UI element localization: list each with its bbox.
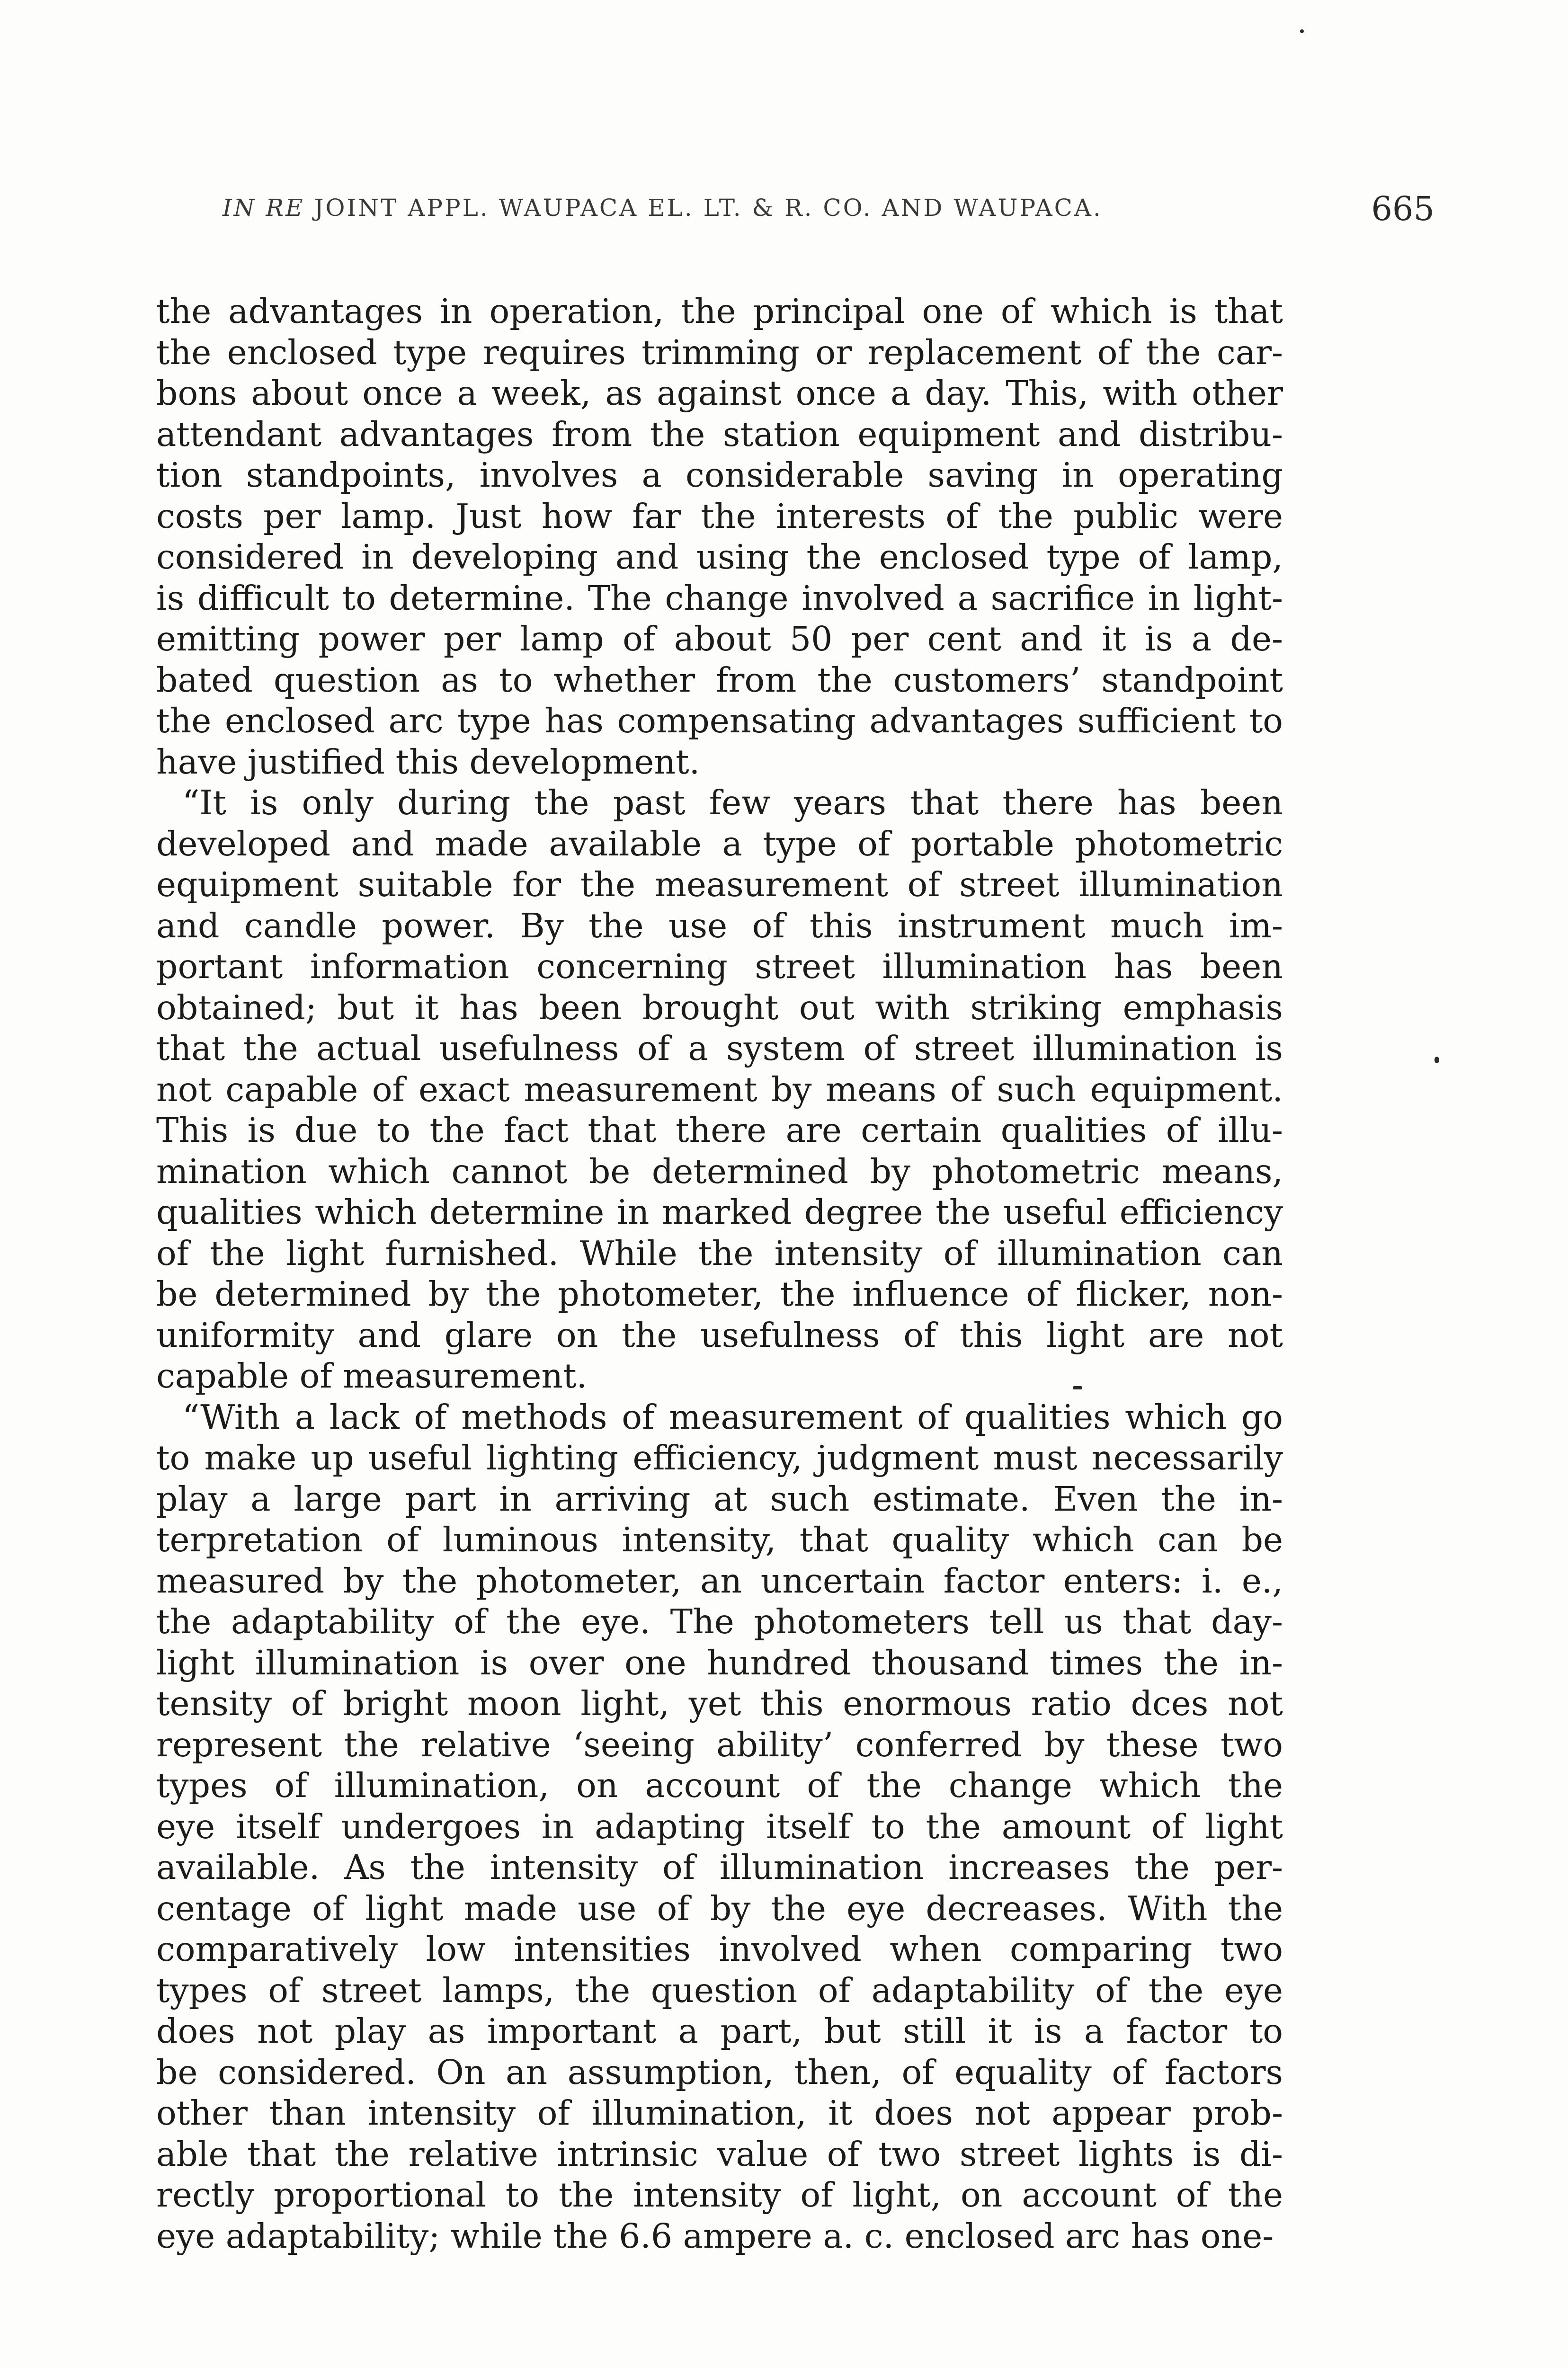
- text-line: the advantages in operation, the principal one of which is that: [156, 292, 1283, 331]
- text-line: considered in developing and using the enclosed type of lamp,: [156, 537, 1283, 577]
- text-line: comparatively low intensities involved when comparing two: [156, 1930, 1283, 1969]
- paragraph: [156, 291, 1283, 783]
- text-line: terpretation of luminous intensity, that quality which can be: [156, 1520, 1283, 1559]
- text-line: able that the relative intrinsic value of two street lights is di-: [156, 2134, 1283, 2174]
- paragraph: [156, 1397, 1283, 2257]
- text-line: mination which cannot be determined by photometric means,: [156, 1151, 1283, 1191]
- text-line: have justified this development.: [156, 742, 700, 782]
- text-line: not capable of exact measurement by means of such equipment.: [156, 1069, 1283, 1109]
- text-line: available. As the intensity of illumination increases the per-: [156, 1848, 1283, 1887]
- page-number: 665: [1371, 189, 1434, 228]
- text-line: centage of light made use of by the eye decreases. With the: [156, 1888, 1283, 1928]
- text-line: tensity of bright moon light, yet this enormous ratio dces not: [156, 1684, 1283, 1723]
- text-line: of the light furnished. While the intensity of illumination can: [156, 1233, 1283, 1273]
- stray-mark: [1434, 1057, 1439, 1063]
- running-head: [223, 189, 1434, 246]
- text-line: light illumination is over one hundred thousand times the in-: [156, 1643, 1283, 1682]
- text-line: and candle power. By the use of this instrument much im-: [156, 906, 1283, 945]
- text-line: “It is only during the past few years that there has been: [182, 783, 1283, 822]
- text-line: types of street lamps, the question of adaptability of the eye: [156, 1970, 1283, 2010]
- text-line: “With a lack of methods of measurement of qualities which go: [182, 1397, 1283, 1437]
- text-line: play a large part in arriving at such estimate. Even the in-: [156, 1479, 1283, 1519]
- text-line: to make up useful lighting efficiency, judgment must necessarily: [156, 1438, 1283, 1477]
- text-line: uniformity and glare on the usefulness of this light are not: [156, 1315, 1283, 1355]
- text-line: eye itself undergoes in adapting itself to the amount of light: [156, 1806, 1283, 1846]
- text-line: the adaptability of the eye. The photometers tell us that day-: [156, 1602, 1283, 1641]
- text-line: types of illumination, on account of the change which the: [156, 1766, 1283, 1805]
- body-text: [156, 291, 1283, 2257]
- text-line: measured by the photometer, an uncertain factor enters: i. e.,: [156, 1561, 1283, 1601]
- text-line: attendant advantages from the station equipment and distribu-: [156, 414, 1283, 454]
- text-line: is difficult to determine. The change involved a sacrifice in light-: [156, 578, 1283, 618]
- text-line: bated question as to whether from the customers’ standpoint: [156, 660, 1283, 700]
- text-line: represent the relative ‘seeing ability’ conferred by these two: [156, 1725, 1283, 1764]
- text-line: portant information concerning street illumination has been: [156, 947, 1283, 986]
- text-line: eye adaptability; while the 6.6 ampere a. c. enclosed arc has one-: [156, 2216, 1274, 2256]
- text-line: developed and made available a type of portable photometric: [156, 824, 1283, 863]
- text-line: be determined by the photometer, the influence of flicker, non-: [156, 1274, 1283, 1314]
- text-line: that the actual usefulness of a system of street illumination is: [156, 1029, 1283, 1068]
- text-line: obtained; but it has been brought out with striking emphasis: [156, 988, 1283, 1027]
- stray-mark: [1073, 1386, 1082, 1389]
- text-line: does not play as important a part, but still it is a factor to: [156, 2011, 1283, 2051]
- text-line: rectly proportional to the intensity of light, on account of the: [156, 2175, 1283, 2215]
- text-line: bons about once a week, as against once a day. This, with other: [156, 374, 1283, 413]
- running-title: [223, 194, 1103, 222]
- text-line: tion standpoints, involves a considerable saving in operating: [156, 455, 1283, 495]
- text-line: be considered. On an assumption, then, of equality of factors: [156, 2052, 1283, 2092]
- text-line: costs per lamp. Just how far the interests of the public were: [156, 496, 1283, 536]
- running-title-text: JOINT APPL. WAUPACA EL. LT. & R. CO. AND WAUPACA.: [314, 194, 1103, 222]
- text-line: the enclosed arc type has compensating advantages sufficient to: [156, 701, 1283, 740]
- text-line: emitting power per lamp of about 50 per cent and it is a de-: [156, 619, 1283, 658]
- text-line: This is due to the fact that there are certain qualities of illu-: [156, 1111, 1283, 1150]
- text-line: qualities which determine in marked degree the useful efficiency: [156, 1192, 1283, 1232]
- text-line: equipment suitable for the measurement of street illumination: [156, 865, 1283, 904]
- stray-mark: [1300, 29, 1304, 33]
- running-title-italic: IN RE: [223, 194, 305, 222]
- paragraph: [156, 783, 1283, 1397]
- text-line: other than intensity of illumination, it does not appear prob-: [156, 2093, 1283, 2133]
- text-line: the enclosed type requires trimming or replacement of the car-: [156, 332, 1283, 372]
- text-line: capable of measurement.: [156, 1356, 588, 1396]
